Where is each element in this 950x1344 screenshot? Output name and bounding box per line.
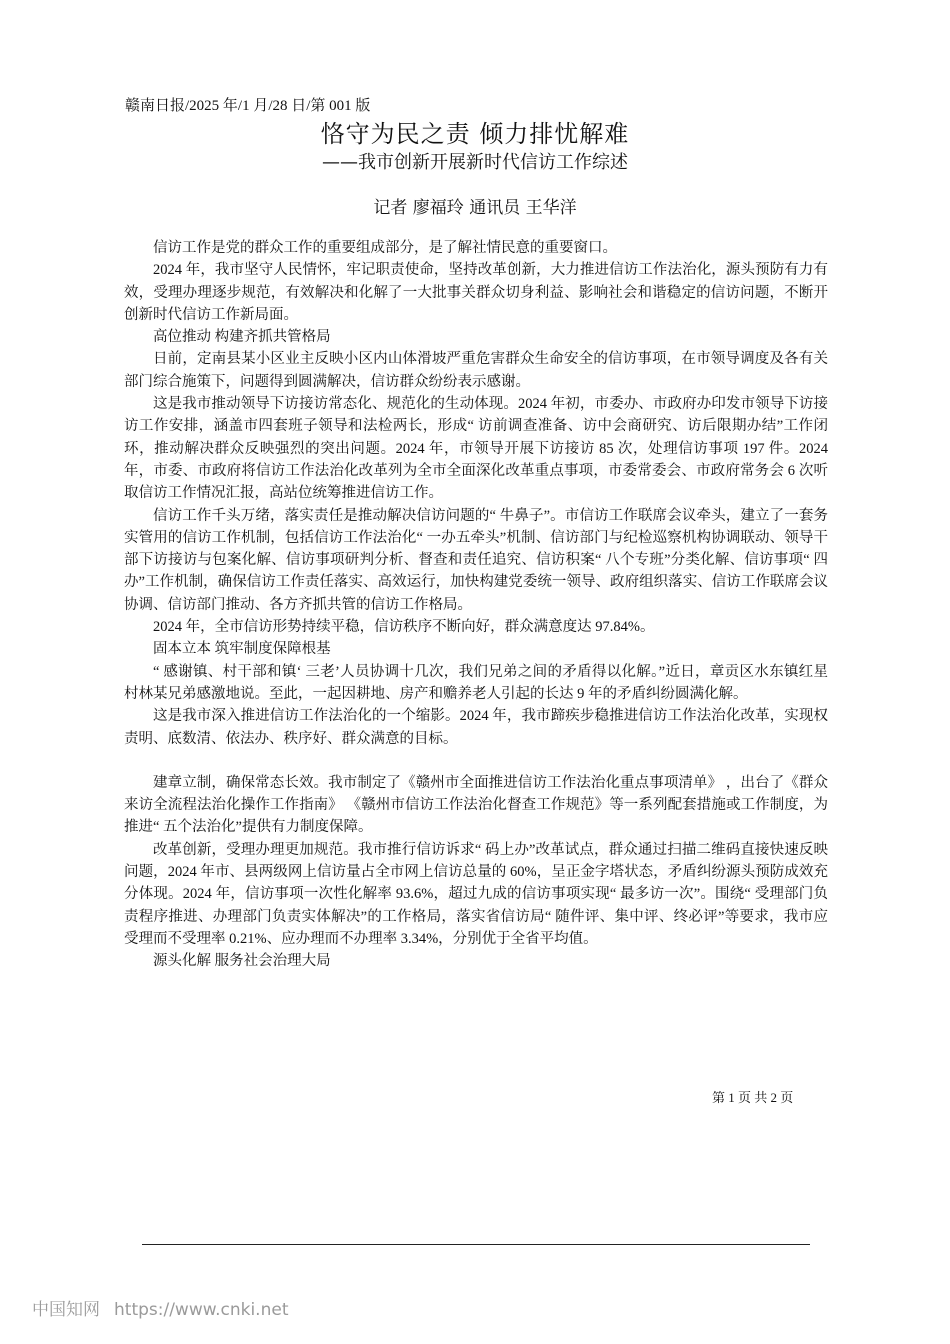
- source-line: 赣南日报/2025 年/1 月/28 日/第 001 版: [125, 98, 371, 114]
- section-heading: 固本立本 筑牢制度保障根基: [153, 641, 331, 658]
- page-number: 第 1 页 共 2 页: [712, 1090, 794, 1105]
- article-body: [124, 237, 828, 973]
- paragraph: “ 感谢镇、村干部和镇‘ 三老’人员协调十几次，我们兄弟之间的矛盾得以化解。”近日，章贡区水东镇红星村林某兄弟感激地说。至此，一起因耕地、房产和赡养老人引起的长达 9 年的矛盾纠纷圆满化解。: [124, 663, 828, 702]
- section-heading: 源头化解 服务社会治理大局: [153, 953, 331, 970]
- paragraph: 建章立制，确保常态长效。我市制定了《赣州市全面推进信访工作法治化重点事项清单》 ，出台了《群众来访全流程法治化操作工作指南》 《赣州市信访工作法治化督查工作规范》等一系列配套措施或工作制度，为推进“ 五个法治化”提供有力制度保障。: [124, 774, 828, 836]
- section-heading: 高位推动 构建齐抓共管格局: [153, 329, 331, 346]
- paragraph: 改革创新，受理办理更加规范。我市推行信访诉求“ 码上办”改革试点，群众通过扫描二维码直接快速反映问题，2024 年市、县两级网上信访量占全市网上信访总量的 60%，呈正金字塔状态，矛盾纠纷源头预防成效充分体现。2024 年，信访事项一次性化解率 93.6%，超过九成的信访事项实现“ 最多访一次”。围绕“ 受理部门负责程序推进、办理部门负责实体解决”的工作格局，落实省信访局“ 随件评、集中评、终必评”等要求，我市应受理而不受理率 0.21%、应办理而不办理率 3.34%，分别优于全省平均值。: [124, 841, 828, 947]
- footer-watermark: [32, 1295, 302, 1320]
- divider: [142, 1244, 810, 1245]
- article-byline: 记者 廖福玲 通讯员 王华洋: [373, 198, 577, 218]
- paragraph: 这是我市深入推进信访工作法治化的一个缩影。2024 年，我市蹄疾步稳推进信访工作法治化改革，实现权责明、底数清、依法办、秩序好、群众满意的目标。: [124, 708, 828, 747]
- site-name: 中国知网: [32, 1300, 100, 1320]
- paragraph: 信访工作千头万绪，落实责任是推动解决信访问题的“ 牛鼻子”。市信访工作联席会议牵头，建立了一套务实管用的信访工作机制，包括信访工作法治化“ 一办五牵头”机制、信访部门与纪检巡察机构协调联动、领导干部下访接访与包案化解、信访事项研判分析、督查和责任追究、信访积案“ 八个专班”分类化解、信访事项“ 四办”工作机制，确保信访工作责任落实、高效运行，加快构建党委统一领导、政府组织落实、信访工作联席会议协调、信访部门推动、各方齐抓共管的信访工作格局。: [124, 507, 828, 613]
- article-subtitle: ——我市创新开展新时代信访工作综述: [322, 152, 628, 173]
- paragraph: 这是我市推动领导下访接访常态化、规范化的生动体现。2024 年初，市委办、市政府办印发市领导下访接访工作安排，涵盖市四套班子领导和法检两长，形成“ 访前调查准备、访中会商研究、访后限期办结”工作闭环，推动解决群众反映强烈的突出问题。2024 年，市领导开展下访接访 85 次，处理信访事项 197 件。2024 年，市委、市政府将信访工作法治化改革列为全市全面深化改革重点事项，市委常委会、市政府常务会 6 次听取信访工作情况汇报，高站位统筹推进信访工作。: [124, 396, 828, 502]
- paragraph: 信访工作是党的群众工作的重要组成部分，是了解社情民意的重要窗口。: [153, 240, 617, 256]
- site-url[interactable]: https://www.cnki.net: [114, 1300, 289, 1320]
- paragraph: 2024 年，我市坚守人民情怀，牢记职责使命，坚持改革创新，大力推进信访工作法治化，源头预防有力有效，受理办理逐步规范，有效解决和化解了一大批事关群众切身利益、影响社会和谐稳定的信访问题，不断开创新时代信访工作新局面。: [124, 262, 828, 323]
- paragraph: 日前，定南县某小区业主反映小区内山体滑坡严重危害群众生命安全的信访事项，在市领导调度及各有关部门综合施策下，问题得到圆满解决，信访群众纷纷表示感谢。: [124, 351, 828, 390]
- paragraph: 2024 年，全市信访形势持续平稳，信访秩序不断向好，群众满意度达 97.84%。: [153, 619, 655, 636]
- article-title: 恪守为民之责 倾力排忧解难: [320, 120, 630, 148]
